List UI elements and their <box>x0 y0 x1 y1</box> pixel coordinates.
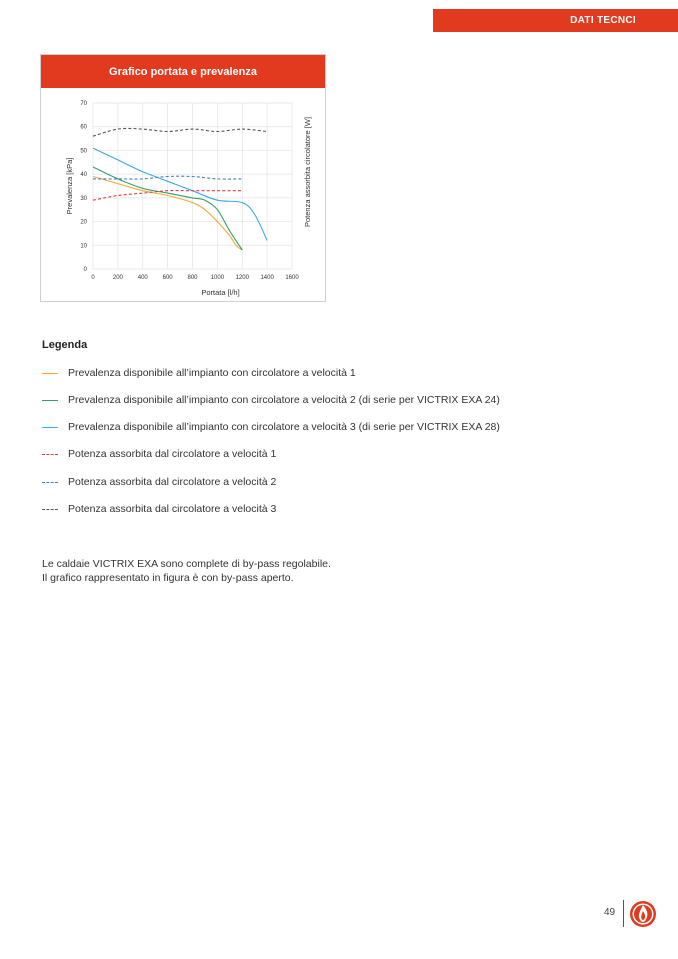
page-number: 49 <box>604 907 616 918</box>
section-tab <box>433 9 678 32</box>
legend-dashed-line-swatch <box>42 482 58 483</box>
pump-curve-chart <box>41 88 325 301</box>
legend-item-label: Potenza assorbita dal circolatore a velocità 1 <box>68 448 277 460</box>
legend-item <box>42 502 276 516</box>
legend-item-label: Prevalenza disponibile all’impianto con circolatore a velocità 2 (di serie per VICTRIX EXA 24) <box>68 394 500 406</box>
chart-header <box>41 55 325 88</box>
legend-dashed-line-swatch <box>42 454 58 455</box>
y-tick-label: 40 <box>80 172 87 179</box>
x-tick-label: 600 <box>162 275 173 281</box>
x-tick-label: 800 <box>187 275 198 281</box>
bypass-note <box>42 557 331 585</box>
section-title: DATI TECNCI <box>570 15 636 26</box>
legend-solid-line-swatch <box>42 373 58 374</box>
note-line-2: Il grafico rappresentato in figura è con by-pass aperto. <box>42 572 294 584</box>
legend-item-label: Prevalenza disponibile all’impianto con circolatore a velocità 1 <box>68 367 356 379</box>
chart-panel <box>40 54 326 302</box>
y-tick-label: 10 <box>80 243 87 250</box>
y-tick-label: 0 <box>83 267 87 273</box>
legend-item <box>42 366 356 380</box>
legend-title: Legenda <box>42 339 88 351</box>
legend-item <box>42 420 500 434</box>
page-number-divider <box>623 900 624 927</box>
y-axis-label-left: Prevalenza [kPa] <box>65 157 74 215</box>
y-tick-label: 60 <box>80 124 87 131</box>
note-line-1: Le caldaie VICTRIX EXA sono complete di by-pass regolabile. <box>42 558 331 570</box>
x-tick-label: 0 <box>91 275 95 281</box>
legend-item-label: Prevalenza disponibile all’impianto con circolatore a velocità 3 (di serie per VICTRIX EXA 28) <box>68 421 500 433</box>
y-tick-label: 70 <box>80 101 87 107</box>
legend-item <box>42 475 276 489</box>
y-tick-label: 20 <box>80 219 87 226</box>
chart-title: Grafico portata e prevalenza <box>109 65 257 78</box>
legend-solid-line-swatch <box>42 427 58 428</box>
legend-dashed-line-swatch <box>42 509 58 510</box>
x-tick-label: 1200 <box>235 275 249 281</box>
x-tick-label: 200 <box>112 275 123 281</box>
legend-item-label: Potenza assorbita dal circolatore a velocità 3 <box>68 503 277 515</box>
legend-solid-line-swatch <box>42 400 58 401</box>
legend-item <box>42 393 500 407</box>
x-tick-label: 1600 <box>285 275 299 281</box>
x-tick-label: 1000 <box>210 275 225 281</box>
x-tick-label: 1400 <box>260 275 274 281</box>
x-tick-label: 400 <box>137 275 148 281</box>
legend-item-label: Potenza assorbita dal circolatore a velocità 2 <box>68 476 277 488</box>
legend-item <box>42 447 276 461</box>
x-axis-label: Portata [l/h] <box>201 288 240 297</box>
y-tick-label: 30 <box>80 195 87 202</box>
y-axis-label-right: Potenza assorbita circolatore [W] <box>303 116 312 228</box>
y-tick-label: 50 <box>80 148 87 155</box>
flame-logo-icon <box>628 899 658 929</box>
